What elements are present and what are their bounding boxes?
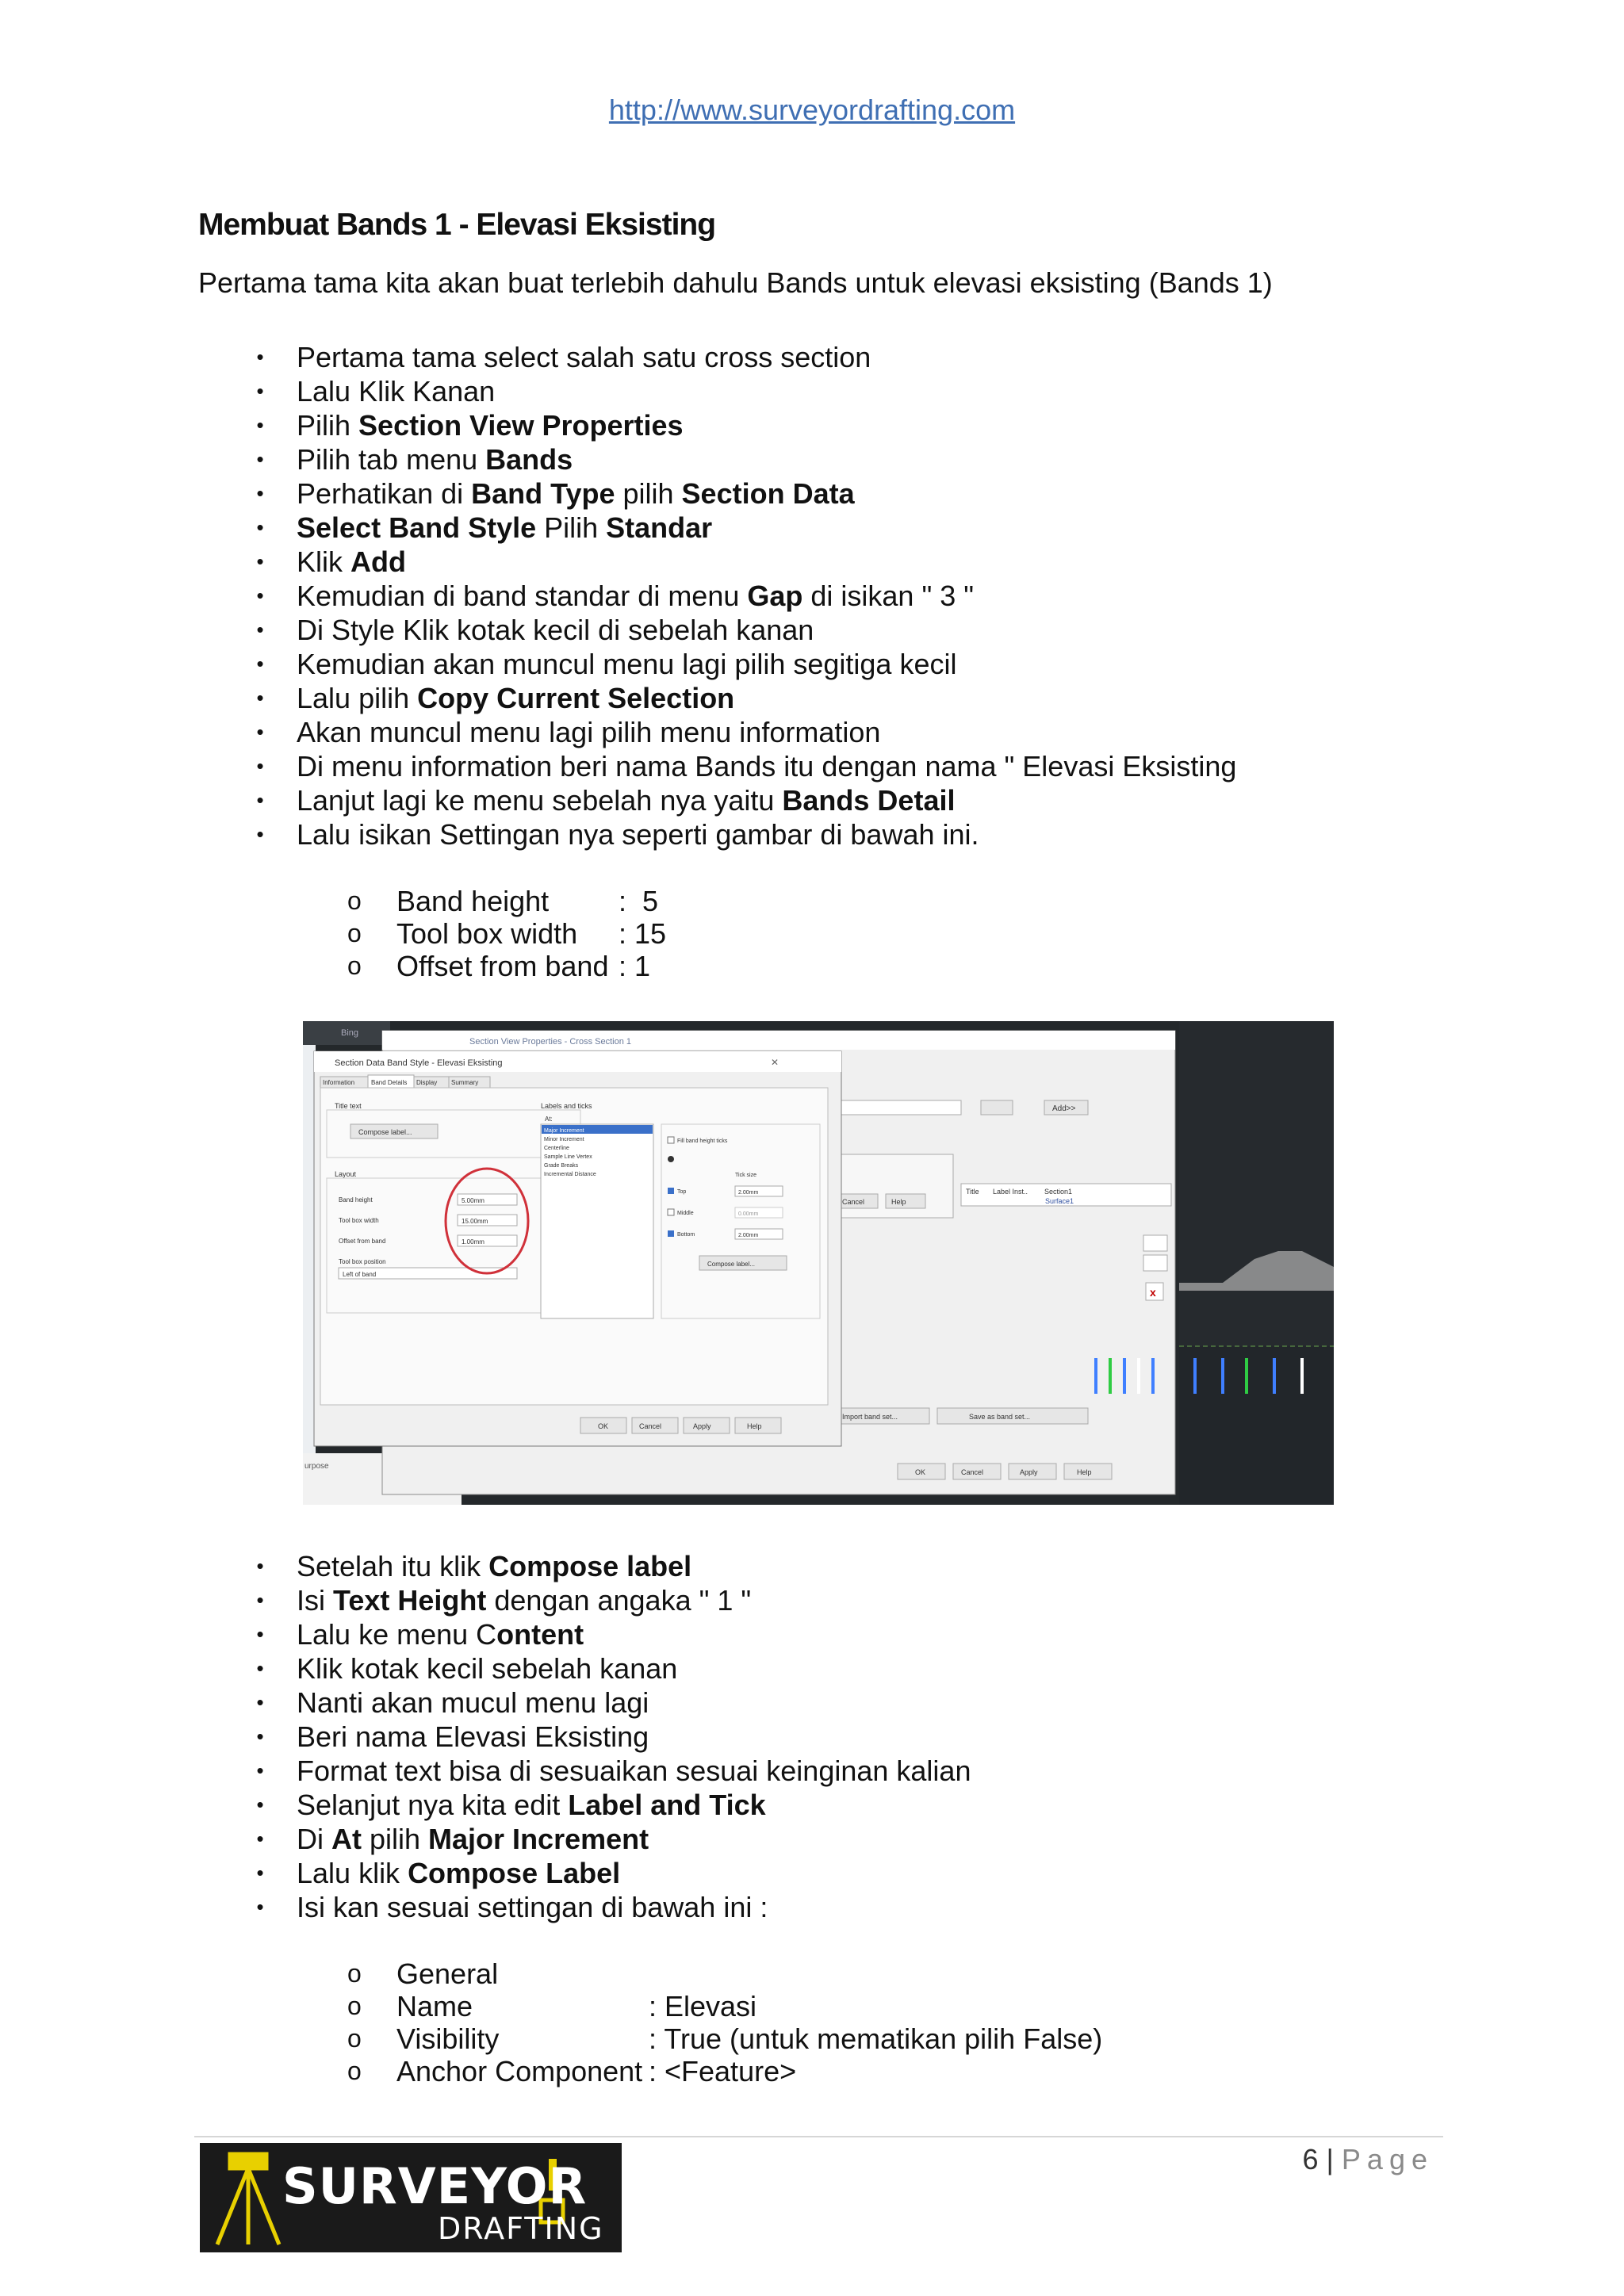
- bullet-icon: •: [256, 788, 264, 812]
- col-section-label: Section1: [1044, 1188, 1073, 1196]
- bullet-item: [252, 1651, 971, 1686]
- setting-value: : Elevasi: [649, 1990, 757, 2022]
- item-text: Di menu information beri nama Bands itu dengan nama " Elevasi Eksisting: [297, 750, 1237, 783]
- add-button-label: Add>>: [1052, 1104, 1076, 1113]
- setting-item: [347, 1990, 1102, 2022]
- item-text: pilih: [615, 477, 682, 510]
- at-item-sample-line: Sample Line Vertex: [544, 1154, 592, 1160]
- sub-bullet-icon: o: [347, 1959, 362, 1988]
- radio-selected[interactable]: [668, 1156, 674, 1162]
- item-text: Beri nama Elevasi Eksisting: [297, 1720, 649, 1753]
- steps-list-2: [252, 1549, 971, 1924]
- compose-label-text-2: Compose label...: [707, 1261, 756, 1268]
- bullet-icon: •: [256, 584, 264, 607]
- offset-label: Offset from band: [339, 1238, 386, 1245]
- sub-bullet-icon: o: [347, 919, 362, 947]
- col-surface-label: Surface1: [1045, 1197, 1074, 1205]
- page-number-value: 6: [1302, 2143, 1319, 2175]
- setting-label: Visibility: [396, 2022, 500, 2055]
- item-text: Lalu isikan Settingan nya seperti gambar di bawah ini.: [297, 818, 979, 851]
- bullet-item: [252, 1686, 971, 1720]
- bullet-icon: •: [256, 515, 264, 539]
- logo-line1: SURVEYOR: [282, 2157, 588, 2215]
- surveyor-drafting-logo: [200, 2143, 622, 2252]
- item-text: Pilih tab menu: [297, 443, 486, 476]
- import-band-set-label: Import band set...: [842, 1413, 898, 1421]
- item-text: Lalu ke menu C: [297, 1618, 497, 1651]
- bold-text: At: [331, 1823, 362, 1855]
- item-text: Selanjut nya kita edit: [297, 1789, 569, 1821]
- bullet-icon: •: [256, 1690, 264, 1714]
- item-text: Format text bisa di sesuaikan sesuai keinginan kalian: [297, 1755, 971, 1787]
- up-button[interactable]: [1143, 1235, 1167, 1251]
- at-item-minor: Minor Increment: [544, 1137, 584, 1142]
- bullet-icon: •: [256, 447, 264, 471]
- setting-label: Band height: [396, 885, 550, 917]
- labels-ticks-label: Labels and ticks: [541, 1102, 592, 1110]
- bold-text: Compose Label: [408, 1857, 621, 1889]
- bullet-icon: •: [256, 822, 264, 846]
- item-text: Isi kan sesuai settingan di bawah ini :: [297, 1891, 768, 1923]
- item-text: Akan muncul menu lagi pilih menu information: [297, 716, 881, 748]
- item-text: Lanjut lagi ke menu sebelah nya yaitu: [297, 784, 783, 817]
- sub-bullet-icon: o: [347, 951, 362, 980]
- at-item-centerline: Centerline: [544, 1146, 569, 1151]
- bold-text: Section View Properties: [358, 409, 684, 442]
- bold-text: Bands Detail: [782, 784, 956, 817]
- setting-value: : 5: [619, 885, 659, 917]
- setting-item: [347, 885, 666, 917]
- inner-help-label: Help: [747, 1422, 762, 1430]
- bold-text: Select Band Style: [297, 511, 537, 544]
- tab-summary-label: Summary: [451, 1079, 479, 1086]
- bold-text: Compose label: [488, 1550, 692, 1582]
- item-text: pilih: [362, 1823, 429, 1855]
- footer-divider: [194, 2136, 1443, 2137]
- bullet-item: [252, 476, 1236, 511]
- bold-text: Add: [350, 545, 406, 578]
- bottom-checkbox[interactable]: [668, 1230, 674, 1237]
- inner-cancel-label: Cancel: [639, 1422, 662, 1430]
- outer-help-label: Help: [1077, 1468, 1092, 1476]
- setting-label: Offset from band: [396, 950, 609, 982]
- intro-paragraph: Pertama tama kita akan buat terlebih dahulu Bands untuk elevasi eksisting (Bands 1): [198, 266, 1273, 299]
- bullet-item: [252, 1583, 971, 1617]
- bullet-item: [252, 613, 1236, 647]
- inner-close-icon[interactable]: ✕: [771, 1057, 779, 1068]
- bold-text: Section Data: [681, 477, 855, 510]
- tab-information-label: Information: [323, 1079, 355, 1086]
- bold-text: Copy Current Selection: [417, 682, 735, 714]
- bold-text: Text Height: [333, 1584, 487, 1617]
- bullet-item: [252, 783, 1236, 817]
- bottom-label: Bottom: [677, 1232, 695, 1238]
- tool-box-width-value: 15.00mm: [462, 1218, 488, 1225]
- tick-size-label: Tick size: [735, 1173, 756, 1178]
- bullet-item: [252, 1754, 971, 1788]
- bullet-icon: •: [256, 1554, 264, 1578]
- bullet-item: [252, 715, 1236, 749]
- item-text: Lalu klik: [297, 1857, 408, 1889]
- bullet-item: [252, 579, 1236, 613]
- bold-text: Label and Tick: [568, 1789, 766, 1821]
- item-text: Kemudian di band standar di menu: [297, 580, 748, 612]
- logo-line2: DRAFTING: [438, 2211, 604, 2246]
- bold-text: Standar: [606, 511, 713, 544]
- setting-item: [347, 917, 666, 950]
- setting-item: [347, 2022, 1102, 2055]
- inner-dialog-title: Section Data Band Style - Elevasi Eksisting: [335, 1058, 503, 1068]
- item-text: Lalu Klik Kanan: [297, 375, 496, 408]
- top-checkbox[interactable]: [668, 1188, 674, 1194]
- outer-cancel-label: Cancel: [961, 1468, 984, 1476]
- bullet-icon: •: [256, 549, 264, 573]
- item-text: Isi: [297, 1584, 334, 1617]
- sub-bullet-icon: o: [347, 2024, 362, 2053]
- bullet-item: [252, 1720, 971, 1754]
- bullet-item: [252, 1822, 971, 1856]
- compose-label-text: Compose label...: [358, 1128, 412, 1136]
- tab-display-label: Display: [416, 1079, 438, 1086]
- settings-list-1: [347, 885, 666, 982]
- setting-value: : 1: [619, 950, 651, 982]
- bullet-item: [252, 1856, 971, 1890]
- middle-label: Middle: [677, 1211, 694, 1216]
- bullet-item: [252, 442, 1236, 476]
- bold-text: Band Type: [471, 477, 615, 510]
- bullet-icon: •: [256, 1793, 264, 1816]
- bullet-icon: •: [256, 413, 264, 437]
- sub-bullet-icon: o: [347, 2057, 362, 2085]
- delete-icon: x: [1150, 1286, 1156, 1299]
- bold-text: Bands: [485, 443, 573, 476]
- bullet-item: [252, 545, 1236, 579]
- tool-box-position-value: Left of band: [343, 1271, 377, 1278]
- settings-list-2: [347, 1957, 1102, 2087]
- setting-label: Tool box width: [396, 917, 578, 950]
- bold-text: Gap: [747, 580, 803, 612]
- embedded-screenshot: [303, 1021, 1334, 1505]
- at-item-incremental: Incremental Distance: [544, 1172, 596, 1177]
- bullet-icon: •: [256, 720, 264, 744]
- bullet-item: [252, 1788, 971, 1822]
- bullet-item: [252, 681, 1236, 715]
- item-text: Lalu pilih: [297, 682, 418, 714]
- bullet-icon: •: [256, 481, 264, 505]
- setting-value: : True (untuk mematikan pilih False): [649, 2022, 1103, 2055]
- bullet-icon: •: [256, 1724, 264, 1748]
- setting-item: [347, 2055, 1102, 2087]
- bullet-item: [252, 340, 1236, 374]
- item-text: Pilih: [536, 511, 607, 544]
- setting-item: [347, 1957, 1102, 1990]
- bullet-icon: •: [256, 379, 264, 403]
- middle-value: 0.00mm: [738, 1211, 759, 1217]
- outer-apply-label: Apply: [1020, 1468, 1038, 1476]
- inner-apply-label: Apply: [693, 1422, 711, 1430]
- side-label: urpose: [304, 1462, 329, 1471]
- at-label: At:: [545, 1115, 553, 1123]
- item-text: Klik kotak kecil sebelah kanan: [297, 1652, 678, 1685]
- bullet-icon: •: [256, 1758, 264, 1782]
- cancel-small-label: Cancel: [842, 1198, 865, 1206]
- page-separator: |: [1326, 2143, 1334, 2175]
- bullet-icon: •: [256, 1895, 264, 1919]
- steps-list-1: [252, 340, 1236, 851]
- at-item-major: Major Increment: [544, 1128, 584, 1134]
- save-band-set-label: Save as band set...: [969, 1413, 1031, 1421]
- bullet-icon: •: [256, 1827, 264, 1850]
- fill-band-label: Fill band height ticks: [677, 1138, 728, 1144]
- bullet-item: [252, 511, 1236, 545]
- fill-band-checkbox[interactable]: [668, 1137, 674, 1143]
- setting-value: : <Feature>: [649, 2055, 797, 2087]
- bullet-item: [252, 1549, 971, 1583]
- at-listbox[interactable]: [541, 1124, 653, 1318]
- bullet-item: [252, 817, 1236, 851]
- band-height-value: 5.00mm: [462, 1197, 485, 1204]
- bold-text: Major Increment: [428, 1823, 649, 1855]
- sub-bullet-icon: o: [347, 1992, 362, 2020]
- page-word: Page: [1341, 2143, 1434, 2175]
- bullet-item: [252, 749, 1236, 783]
- item-text: Klik: [297, 545, 351, 578]
- item-text: Di: [297, 1823, 331, 1855]
- bullet-icon: •: [256, 345, 264, 369]
- item-text: Setelah itu klik: [297, 1550, 489, 1582]
- setting-item: [347, 950, 666, 982]
- item-text: Kemudian akan muncul menu lagi pilih segitiga kecil: [297, 648, 957, 680]
- offset-value: 1.00mm: [462, 1238, 485, 1246]
- bullet-icon: •: [256, 1656, 264, 1680]
- top-value: 2.00mm: [738, 1190, 759, 1196]
- col-label-label: Label Inst..: [993, 1188, 1028, 1196]
- bullet-icon: •: [256, 686, 264, 710]
- page-number: [1303, 2143, 1434, 2176]
- bullet-item: [252, 1617, 971, 1651]
- outer-ok-label: OK: [915, 1468, 926, 1476]
- bullet-item: [252, 374, 1236, 408]
- section-heading: Membuat Bands 1 - Elevasi Eksisting: [198, 208, 716, 242]
- bullet-icon: •: [256, 618, 264, 641]
- bold-text: ontent: [496, 1618, 584, 1651]
- tab-label: Bing: [341, 1028, 359, 1038]
- band-height-label: Band height: [339, 1196, 373, 1203]
- middle-checkbox[interactable]: [668, 1209, 674, 1215]
- title-text-label: Title text: [335, 1102, 362, 1110]
- help-small-label: Help: [891, 1198, 906, 1206]
- item-text: Pilih: [297, 409, 359, 442]
- item-text: di isikan " 3 ": [802, 580, 975, 612]
- col-title-label: Title: [966, 1188, 979, 1196]
- outer-dialog-title: Section View Properties - Cross Section 1: [469, 1037, 631, 1047]
- layout-label: Layout: [335, 1170, 357, 1178]
- item-text: Pertama tama select salah satu cross section: [297, 341, 871, 373]
- setting-label: General: [396, 1957, 499, 1990]
- bullet-icon: •: [256, 652, 264, 675]
- sub-bullet-icon: o: [347, 886, 362, 915]
- bullet-icon: •: [256, 1861, 264, 1885]
- tab-band-details-label: Band Details: [371, 1079, 408, 1086]
- tool-box-width-label: Tool box width: [339, 1217, 379, 1224]
- bullet-item: [252, 408, 1236, 442]
- inner-ok-label: OK: [598, 1422, 609, 1430]
- down-button[interactable]: [1143, 1255, 1167, 1271]
- bullet-icon: •: [256, 1588, 264, 1612]
- top-label: Top: [677, 1189, 687, 1195]
- item-text: Nanti akan mucul menu lagi: [297, 1686, 649, 1719]
- header-url[interactable]: http://www.surveyordrafting.com: [608, 94, 1016, 126]
- bottom-value: 2.00mm: [738, 1233, 759, 1238]
- bullet-item: [252, 647, 1236, 681]
- setting-label: Anchor Component: [396, 2055, 643, 2087]
- setting-label: Name: [396, 1990, 473, 2022]
- tool-box-position-label: Tool box position: [339, 1258, 386, 1265]
- bullet-icon: •: [256, 1622, 264, 1646]
- bullet-item: [252, 1890, 971, 1924]
- item-text: Perhatikan di: [297, 477, 472, 510]
- item-text: Di Style Klik kotak kecil di sebelah kanan: [297, 614, 814, 646]
- item-text: dengan angaka " 1 ": [486, 1584, 752, 1617]
- setting-value: : 15: [619, 917, 667, 950]
- bullet-icon: •: [256, 754, 264, 778]
- at-item-grade-breaks: Grade Breaks: [544, 1163, 579, 1169]
